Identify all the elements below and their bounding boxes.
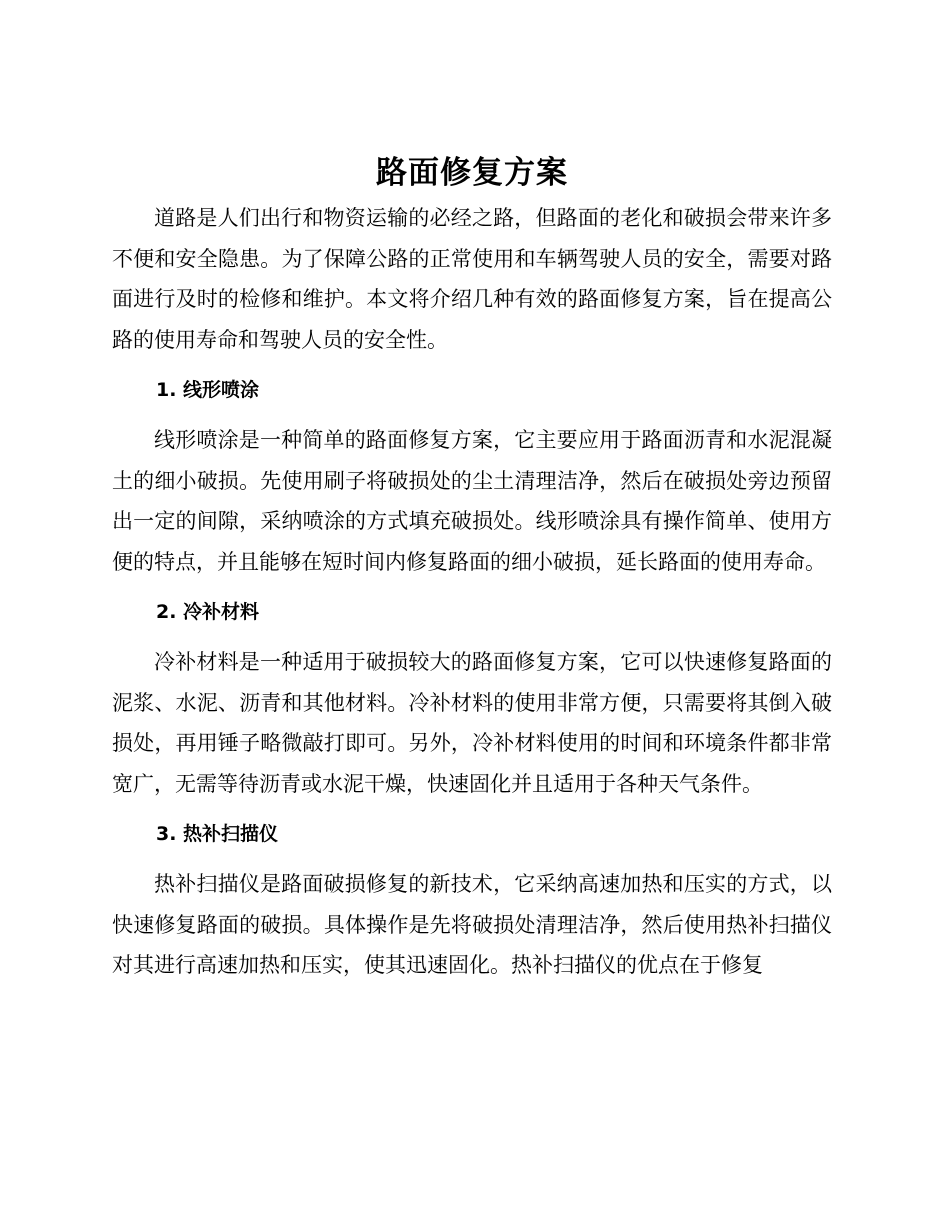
section-body-2: 冷补材料是一种适用于破损较大的路面修复方案，它可以快速修复路面的泥浆、水泥、沥青和其他材料。冷补材料的使用非常方便，只需要将其倒入破损处，再用锤子略微敲打即可。另外，冷补材料使用的时间和环境条件都非常宽广，无需等待沥青或水泥干燥，快速固化并且适用于各种天气条件。 — [112, 650, 832, 796]
section-heading-2: 2. 冷补材料 — [156, 601, 260, 623]
section-body-1: 线形喷涂是一种简单的路面修复方案，它主要应用于路面沥青和水泥混凝土的细小破损。先使用刷子将破损处的尘土清理洁净，然后在破损处旁边预留出一定的间隙，采纳喷涂的方式填充破损处。线形喷涂具有操作简单、使用方便的特点，并且能够在短时间内修复路面的细小破损，延长路面的使用寿命。 — [112, 428, 832, 574]
section-heading-3: 3. 热补扫描仪 — [156, 823, 279, 845]
document-page — [112, 148, 832, 986]
section-body-3: 热补扫描仪是路面破损修复的新技术，它采纳高速加热和压实的方式，以快速修复路面的破损。具体操作是先将破损处清理洁净，然后使用热补扫描仪对其进行高速加热和压实，使其迅速固化。热补扫描仪的优点在于修复 — [112, 872, 832, 977]
section-heading-1: 1. 线形喷涂 — [156, 379, 260, 401]
document-title: 路面修复方案 — [376, 155, 568, 191]
intro-paragraph: 道路是人们出行和物资运输的必经之路，但路面的老化和破损会带来许多不便和安全隐患。为了保障公路的正常使用和车辆驾驶人员的安全，需要对路面进行及时的检修和维护。本文将介绍几种有效的路面修复方案，旨在提高公路的使用寿命和驾驶人员的安全性。 — [112, 206, 832, 352]
